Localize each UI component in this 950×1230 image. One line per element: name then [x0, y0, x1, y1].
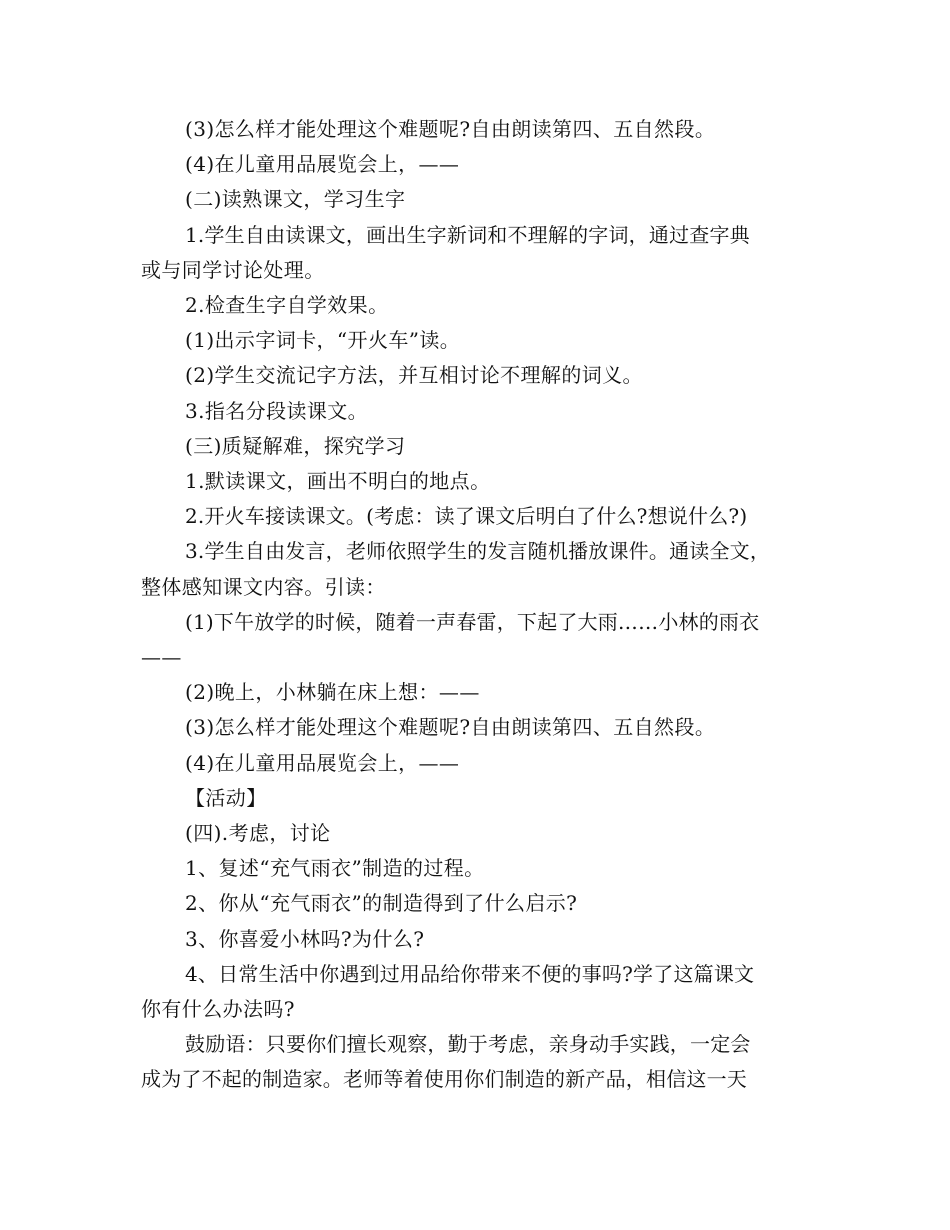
text-line: (3)怎么样才能处理这个难题呢?自由朗读第四、五自然段。 [185, 117, 716, 141]
list-item: 2、你从“充气雨衣”的制造得到了什么启示? [185, 891, 578, 916]
text-line: (2)晚上，小林躺在床上想：—— [185, 680, 480, 705]
text-line: 1.学生自由读课文，画出生字新词和不理解的字词，通过查字典 [185, 222, 750, 247]
text-line: 鼓励语：只要你们擅长观察，勤于考虑，亲身动手实践，一定会 [185, 1032, 751, 1057]
document-body [141, 112, 821, 1098]
text-line: 或与同学讨论处理。 [141, 257, 325, 282]
section-heading: (三)质疑解难，探究学习 [185, 433, 406, 458]
text-line: 3.学生自由发言，老师依照学生的发言随机播放课件。通读全文， [185, 539, 771, 564]
text-line: (3)怎么样才能处理这个难题呢?自由朗读第四、五自然段。 [185, 715, 716, 740]
text-line: (2)学生交流记字方法，并互相讨论不理解的词义。 [185, 363, 643, 388]
text-line: —— [141, 645, 182, 670]
text-line: 你有什么办法吗? [141, 997, 295, 1022]
text-line: 3.指名分段读课文。 [185, 398, 369, 423]
text-line: (4)在儿童用品展览会上，—— [185, 750, 460, 775]
text-line: 2.开火车接读课文。(考虑：读了课文后明白了什么?想说什么?) [185, 504, 748, 529]
section-heading: (二)读熟课文，学习生字 [185, 187, 406, 212]
text-line: 成为了不起的制造家。老师等着使用你们制造的新产品，相信这一天 [141, 1067, 747, 1092]
text-line: (1)出示字词卡，“开火车”读。 [185, 328, 461, 353]
list-item: 1、复述“充气雨衣”制造的过程。 [185, 856, 485, 881]
section-heading: (四).考虑，讨论 [185, 821, 331, 846]
text-line: 1.默读课文，画出不明白的地点。 [185, 469, 491, 494]
text-line: (4)在儿童用品展览会上，—— [185, 152, 460, 177]
text-line: 2.检查生字自学效果。 [185, 293, 389, 318]
list-item: 3、你喜爱小林吗?为什么? [185, 926, 425, 951]
section-heading: 【活动】 [185, 785, 267, 810]
text-line: (1)下午放学的时候，随着一声春雷，下起了大雨……小林的雨衣 [185, 609, 760, 634]
text-line: 整体感知课文内容。引读： [141, 574, 386, 599]
list-item: 4、日常生活中你遇到过用品给你带来不便的事吗?学了这篇课文 [185, 961, 755, 986]
